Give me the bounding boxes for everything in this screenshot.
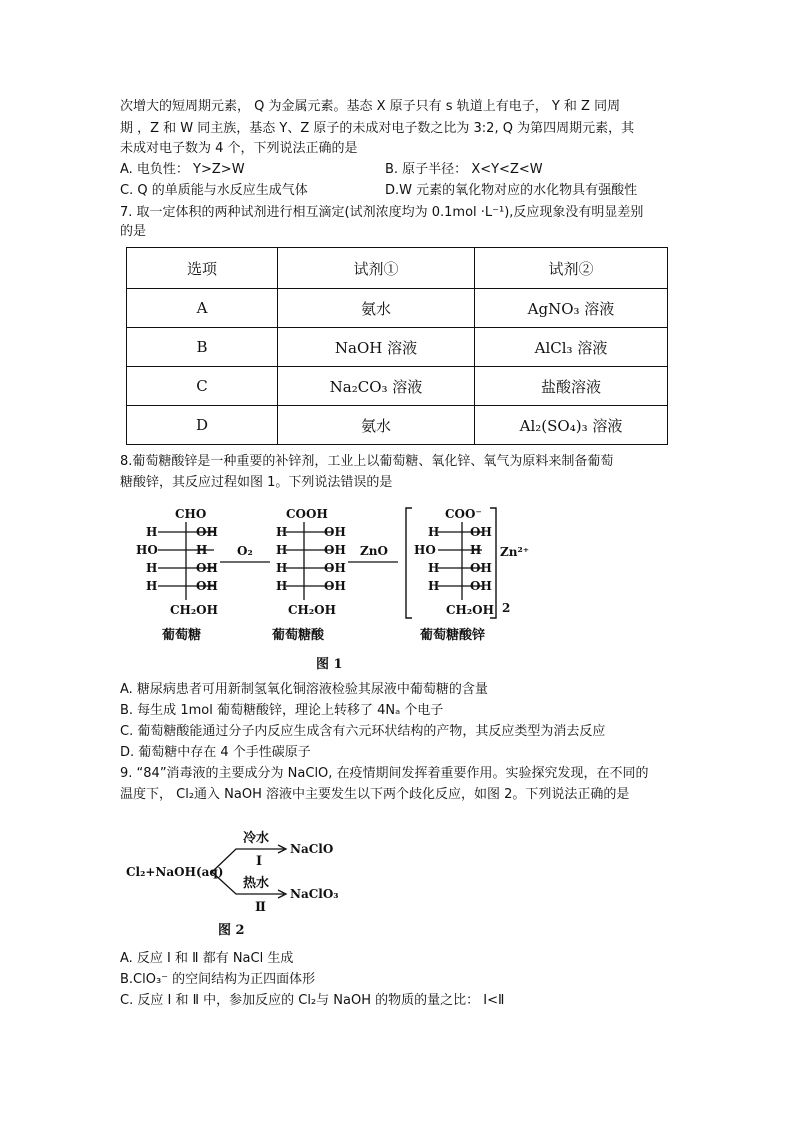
acid-oh-4: OH [324,579,346,593]
q6-option-a: A. 电负性： Y>Z>W [120,162,245,177]
row-a-reagent-2: AgNO₃ 溶液 [475,289,668,328]
q9-option-a: A. 反应 Ⅰ 和 Ⅱ 都有 NaCl 生成 [120,951,294,966]
acid-oh-1: OH [324,525,346,539]
zinc-ion: Zn²⁺ [500,545,530,559]
q8-option-b: B. 每生成 1mol 葡萄糖酸锌，理论上转移了 4Nₐ 个电子 [120,703,444,718]
row-d-reagent-1: 氨水 [278,406,475,445]
salt-h-1: H [428,525,440,539]
salt-oh-4: OH [470,579,492,593]
q8-option-c: C. 葡萄糖酸能通过分子内反应生成含有六元环状结构的产物，其反应类型为消去反应 [120,724,606,739]
q7-line-2: 的是 [120,224,147,239]
figure-2-caption: 图 2 [218,923,245,938]
glucose-h-4: H [146,579,158,593]
label-zinc-gluconate: 葡萄糖酸锌 [420,628,486,643]
q7-line-1: 7. 取一定体积的两种试剂进行相互滴定(试剂浓度均为 0.1mol ·L⁻¹),反应现象没有明显差别 [120,205,644,220]
q6-option-c: C. Q 的单质能与水反应生成气体 [120,183,308,198]
product-naclo: NaClO [290,842,334,856]
acid-h-3: H [276,561,288,575]
salt-h-3: H [428,561,440,575]
subscript-two: 2 [502,601,511,615]
glucose-h-1: H [146,525,158,539]
figure-2-reaction-diagram [126,822,376,942]
salt-ho-2: HO [414,543,436,557]
row-b-reagent-1: NaOH 溶液 [278,328,475,367]
product-naclo3: NaClO₃ [290,887,339,901]
table-row [127,406,668,445]
glucose-ho-2: HO [136,543,158,557]
row-c-reagent-2: 盐酸溶液 [475,367,668,406]
row-a-reagent-1: 氨水 [278,289,475,328]
table-header-row [127,248,668,289]
salt-top-group: COO⁻ [445,507,482,521]
reaction-ii-label: Ⅱ [255,900,266,915]
salt-oh-1: OH [470,525,492,539]
glucose-top-group: CHO [175,507,207,521]
label-gluconic-acid: 葡萄糖酸 [272,628,325,643]
q6-option-b: B. 原子半径： X<Y<Z<W [385,162,543,177]
q6-line-2: 期 ，Z 和 W 同主族，基态 Y、Z 原子的未成对电子数之比为 3:2, Q 为第四周期元素，其 [120,121,635,136]
reagent-zno: ZnO [360,544,388,558]
table-row [127,328,668,367]
q6-option-d: D.W 元素的氧化物对应的水化物具有强酸性 [385,183,638,198]
condition-hot-water: 热水 [243,876,270,891]
q9-line-1: 9. “84”消毒液的主要成分为 NaClO, 在疫情期间发挥着重要作用。实验探究发现，在不同的 [120,766,649,781]
header-reagent-1: 试剂① [278,248,475,289]
salt-oh-3: OH [470,561,492,575]
q8-line-1: 8.葡萄糖酸锌是一种重要的补锌剂，工业上以葡萄糖、氧化锌、氧气为原料来制备葡萄 [120,454,614,469]
acid-bottom-group: CH₂OH [288,603,336,617]
row-d-option: D [127,406,278,445]
header-reagent-2: 试剂② [475,248,668,289]
q8-line-2: 糖酸锌，其反应过程如图 1。下列说法错误的是 [120,475,393,490]
table-row [127,367,668,406]
acid-top-group: COOH [286,507,328,521]
q9-line-2: 温度下， Cl₂通入 NaOH 溶液中主要发生以下两个歧化反应，如图 2。下列说法正确的是 [120,787,630,802]
row-b-reagent-2: AlCl₃ 溶液 [475,328,668,367]
reagent-o2: O₂ [237,544,253,558]
acid-h-1: H [276,525,288,539]
salt-bottom-group: CH₂OH [446,603,494,617]
row-b-option: B [127,328,278,367]
glucose-oh-4: OH [196,579,218,593]
reaction-i-label: Ⅰ [256,854,263,869]
q8-option-a: A. 糖尿病患者可用新制氢氧化铜溶液检验其尿液中葡萄糖的含量 [120,682,488,697]
figure-1-reaction-scheme [120,502,540,674]
label-glucose: 葡萄糖 [162,628,202,643]
row-d-reagent-2: Al₂(SO₄)₃ 溶液 [475,406,668,445]
salt-h-4: H [428,579,440,593]
glucose-h-2: H [196,543,208,557]
glucose-oh-3: OH [196,561,218,575]
figure-1-caption: 图 1 [316,657,343,672]
glucose-h-3: H [146,561,158,575]
table-row [127,289,668,328]
acid-oh-3: OH [324,561,346,575]
row-a-option: A [127,289,278,328]
glucose-bottom-group: CH₂OH [170,603,218,617]
q9-option-b: B.ClO₃⁻ 的空间结构为正四面体形 [120,972,316,987]
q9-option-c: C. 反应 Ⅰ 和 Ⅱ 中，参加反应的 Cl₂与 NaOH 的物质的量之比： Ⅰ<Ⅱ [120,993,505,1008]
q6-line-3: 未成对电子数为 4 个，下列说法正确的是 [120,141,358,156]
reagent-table [126,247,668,445]
q6-line-1: 次增大的短周期元素， Q 为金属元素。基态 X 原子只有 s 轨道上有电子， Y 和 Z 同周 [120,99,621,114]
condition-cold-water: 冷水 [243,831,270,846]
reactant-label: Cl₂+NaOH(aq) [126,865,224,879]
header-option: 选项 [127,248,278,289]
salt-h-2: H [470,543,482,557]
q8-option-d: D. 葡萄糖中存在 4 个手性碳原子 [120,745,311,760]
row-c-reagent-1: Na₂CO₃ 溶液 [278,367,475,406]
acid-h-2: H [276,543,288,557]
row-c-option: C [127,367,278,406]
acid-h-4: H [276,579,288,593]
glucose-oh-1: OH [196,525,218,539]
acid-oh-2: OH [324,543,346,557]
